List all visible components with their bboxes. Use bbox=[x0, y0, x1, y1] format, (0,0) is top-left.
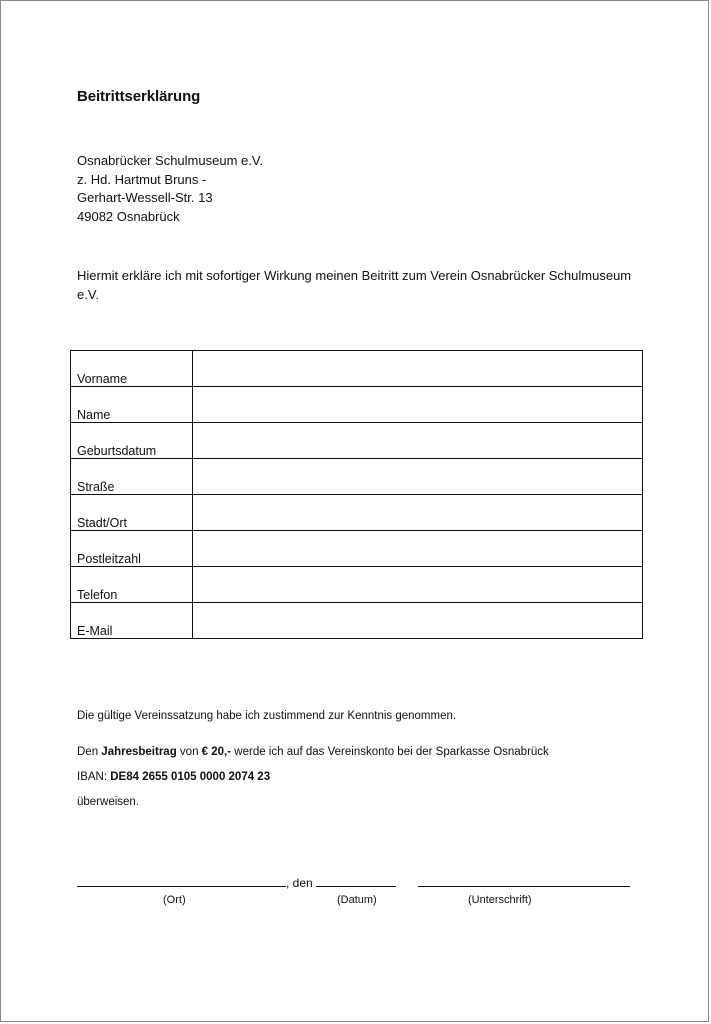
signature-line-row bbox=[77, 874, 396, 890]
field-value-name[interactable] bbox=[193, 387, 643, 423]
date-blank-line[interactable] bbox=[316, 874, 396, 887]
iban-value: DE84 2655 0105 0000 2074 23 bbox=[110, 771, 271, 783]
table-row bbox=[71, 531, 643, 567]
table-row bbox=[71, 351, 643, 387]
caption-date: (Datum) bbox=[337, 894, 377, 906]
page-title: Beitrittserklärung bbox=[77, 88, 201, 105]
table-row bbox=[71, 567, 643, 603]
field-label-email: E-Mail bbox=[77, 624, 113, 638]
fee-label: Jahresbeitrag bbox=[101, 746, 177, 758]
field-value-vorname[interactable] bbox=[193, 351, 643, 387]
fee-amount: € 20,- bbox=[201, 746, 232, 758]
table-row bbox=[71, 495, 643, 531]
field-label-stadt-ort: Stadt/Ort bbox=[77, 516, 128, 530]
den-text: , den bbox=[286, 876, 313, 890]
field-label-geburtsdatum: Geburtsdatum bbox=[77, 444, 157, 458]
statute-acknowledgement: Die gültige Vereinssatzung habe ich zustimmend zur Kenntnis genommen. bbox=[77, 710, 457, 722]
fee-closing: überweisen. bbox=[77, 796, 140, 808]
field-label-vorname: Vorname bbox=[77, 372, 128, 386]
address-line-street: Gerhart-Wessell-Str. 13 bbox=[77, 190, 213, 205]
field-value-email[interactable] bbox=[193, 603, 643, 639]
fee-suffix: werde ich auf das Vereinskonto bei der Sparkasse Osnabrück bbox=[231, 746, 549, 758]
address-line-attention: z. Hd. Hartmut Bruns - bbox=[77, 171, 207, 187]
membership-declaration: Hiermit erkläre ich mit sofortiger Wirkung meinen Beitritt zum Verein Osnabrücker Schulmuseum e.V. bbox=[77, 268, 632, 302]
caption-signature: (Unterschrift) bbox=[468, 894, 532, 906]
fee-middle: von bbox=[176, 746, 202, 758]
field-value-postleitzahl[interactable] bbox=[193, 531, 643, 567]
caption-place: (Ort) bbox=[163, 894, 186, 906]
table-row bbox=[71, 387, 643, 423]
fee-prefix: Den bbox=[77, 746, 102, 758]
address-line-organization: Osnabrücker Schulmuseum e.V. bbox=[77, 153, 263, 168]
address-line-city: 49082 Osnabrück bbox=[77, 208, 180, 224]
table-row bbox=[71, 459, 643, 495]
fee-paragraph bbox=[77, 740, 549, 815]
field-value-geburtsdatum[interactable] bbox=[193, 423, 643, 459]
member-data-table bbox=[70, 350, 643, 639]
table-row bbox=[71, 603, 643, 639]
recipient-address bbox=[77, 152, 263, 226]
field-label-name: Name bbox=[77, 408, 111, 422]
field-label-telefon: Telefon bbox=[77, 588, 118, 602]
signature-blank-line[interactable] bbox=[418, 874, 630, 887]
field-value-stadt-ort[interactable] bbox=[193, 495, 643, 531]
place-blank-line[interactable] bbox=[77, 874, 286, 887]
fee-line bbox=[77, 740, 549, 765]
field-value-strasse[interactable] bbox=[193, 459, 643, 495]
field-label-strasse: Straße bbox=[77, 480, 115, 494]
iban-label: IBAN: bbox=[77, 771, 111, 783]
field-label-postleitzahl: Postleitzahl bbox=[77, 552, 141, 566]
iban-line bbox=[77, 765, 549, 790]
table-row bbox=[71, 423, 643, 459]
signature-blank-row bbox=[418, 874, 630, 890]
field-value-telefon[interactable] bbox=[193, 567, 643, 603]
